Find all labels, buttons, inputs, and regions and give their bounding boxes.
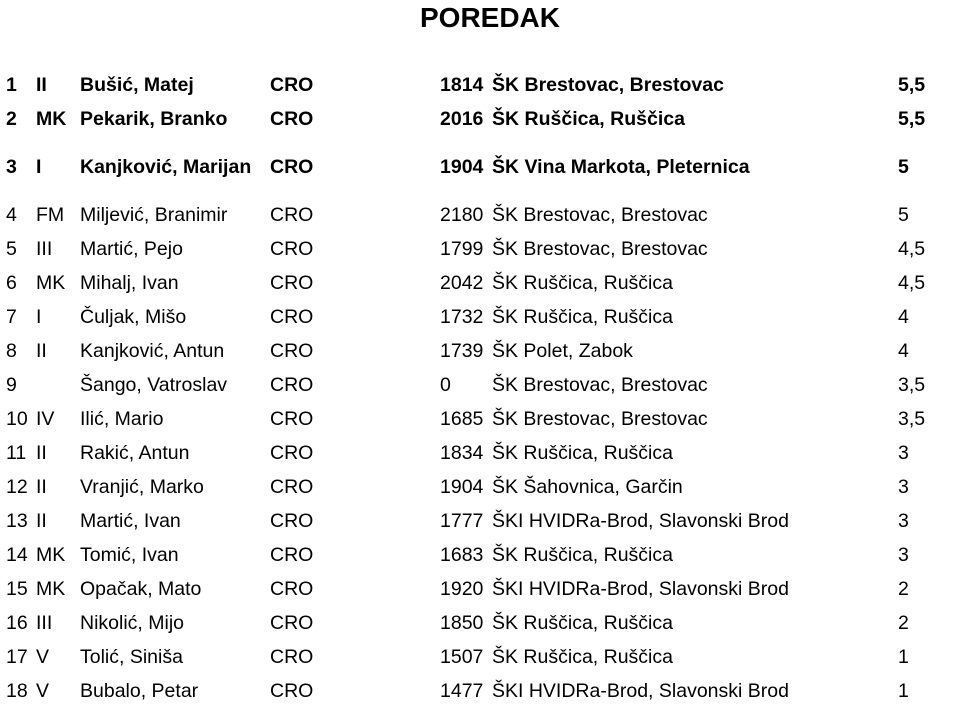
table-row <box>6 572 958 606</box>
rating-cell: 1834 <box>440 441 484 464</box>
rank-cell: 5 <box>6 237 17 260</box>
club-cell: ŠK Ruščica, Ruščica <box>492 271 673 294</box>
federation-cell: CRO <box>270 339 314 362</box>
table-row <box>6 368 958 402</box>
table-row <box>6 470 958 504</box>
club-cell: ŠKI HVIDRa-Brod, Slavonski Brod <box>492 577 789 600</box>
federation-cell: CRO <box>270 107 314 130</box>
name-cell: Kanjković, Marijan <box>80 156 252 178</box>
title-cell: I <box>36 305 42 328</box>
standings-table <box>6 68 958 708</box>
title-cell: I <box>36 155 42 178</box>
score-cell: 1 <box>898 645 909 668</box>
rating-cell: 1732 <box>440 305 484 328</box>
rank-cell: 14 <box>6 543 28 566</box>
rating-cell: 1850 <box>440 611 484 634</box>
name-cell: Kanjković, Antun <box>80 339 225 362</box>
federation-cell: CRO <box>270 611 314 634</box>
table-row <box>6 640 958 674</box>
score-cell: 3,5 <box>898 373 926 396</box>
rank-cell: 12 <box>6 475 28 498</box>
score-cell: 2 <box>898 611 909 634</box>
title-cell: II <box>36 509 47 532</box>
page-title: POREDAK <box>419 2 560 33</box>
rank-cell: 8 <box>6 339 17 362</box>
score-cell: 4,5 <box>898 237 926 260</box>
table-row <box>6 606 958 640</box>
federation-cell: CRO <box>270 475 314 498</box>
title-cell: III <box>36 611 53 634</box>
score-cell: 5 <box>898 203 909 226</box>
club-cell: ŠK Vina Markota, Pleternica <box>492 155 750 178</box>
rank-cell: 15 <box>6 577 28 600</box>
rating-cell: 1904 <box>440 475 484 498</box>
rating-cell: 1683 <box>440 543 484 566</box>
title-cell: V <box>36 645 50 668</box>
table-row <box>6 102 958 136</box>
federation-cell: CRO <box>270 271 314 294</box>
score-cell: 3,5 <box>898 407 926 430</box>
federation-cell: CRO <box>270 305 314 328</box>
club-cell: ŠKI HVIDRa-Brod, Slavonski Brod <box>492 679 789 702</box>
rank-cell: 9 <box>6 373 17 396</box>
name-cell: Ilić, Mario <box>80 407 164 430</box>
table-row <box>6 300 958 334</box>
title-cell: II <box>36 73 47 96</box>
name-cell: Opačak, Mato <box>80 577 202 600</box>
federation-cell: CRO <box>270 373 314 396</box>
rating-cell: 2180 <box>440 203 484 226</box>
rank-cell: 4 <box>6 203 17 226</box>
federation-cell: CRO <box>270 645 314 668</box>
rank-cell: 6 <box>6 271 17 294</box>
title-cell: FM <box>36 203 65 226</box>
rating-cell: 1920 <box>440 577 484 600</box>
table-row <box>6 504 958 538</box>
title-cell: II <box>36 441 47 464</box>
name-cell: Vranjić, Marko <box>80 475 204 498</box>
rating-cell: 2042 <box>440 271 484 294</box>
name-cell: Čuljak, Mišo <box>80 305 187 328</box>
rank-cell: 3 <box>6 155 17 178</box>
score-cell: 4 <box>898 305 909 328</box>
score-cell: 3 <box>898 543 909 566</box>
title-cell: II <box>36 339 47 362</box>
title-cell <box>36 368 80 402</box>
table-row <box>6 232 958 266</box>
standings-body <box>6 68 958 708</box>
federation-cell: CRO <box>270 237 314 260</box>
club-cell: ŠK Brestovac, Brestovac <box>492 237 708 260</box>
club-cell: ŠK Ruščica, Ruščica <box>492 305 673 328</box>
federation-cell: CRO <box>270 407 314 430</box>
score-cell: 5,5 <box>898 107 926 130</box>
rank-cell: 13 <box>6 509 28 532</box>
federation-cell: CRO <box>270 679 314 702</box>
name-cell: Mihalj, Ivan <box>80 271 179 294</box>
title-cell: V <box>36 679 50 702</box>
rating-cell: 1814 <box>440 73 484 96</box>
score-cell: 3 <box>898 441 909 464</box>
club-cell: ŠK Brestovac, Brestovac <box>492 73 724 96</box>
rating-cell: 0 <box>440 373 451 396</box>
name-cell: Bubalo, Petar <box>80 679 199 702</box>
club-cell: ŠK Ruščica, Ruščica <box>492 543 673 566</box>
title-cell: II <box>36 475 47 498</box>
club-cell: ŠK Ruščica, Ruščica <box>492 441 673 464</box>
title-cell: MK <box>36 543 66 566</box>
score-cell: 4 <box>898 339 909 362</box>
name-cell: Martić, Ivan <box>80 509 181 532</box>
federation-cell: CRO <box>270 441 314 464</box>
table-row <box>6 538 958 572</box>
title-cell: MK <box>36 107 67 130</box>
federation-cell: CRO <box>270 155 314 178</box>
rating-cell: 1904 <box>440 155 484 178</box>
rating-cell: 1477 <box>440 679 484 702</box>
table-row <box>6 136 958 198</box>
rating-cell: 1685 <box>440 407 484 430</box>
rank-cell: 11 <box>6 441 27 464</box>
club-cell: ŠKI HVIDRa-Brod, Slavonski Brod <box>492 509 789 532</box>
table-row <box>6 436 958 470</box>
federation-cell: CRO <box>270 509 314 532</box>
table-row <box>6 334 958 368</box>
name-cell: Tolić, Siniša <box>80 645 183 668</box>
title-cell: IV <box>36 407 55 430</box>
score-cell: 5,5 <box>898 73 926 96</box>
rating-cell: 1507 <box>440 645 484 668</box>
table-row <box>6 402 958 436</box>
table-row <box>6 198 958 232</box>
score-cell: 2 <box>898 577 909 600</box>
club-cell: ŠK Ruščica, Ruščica <box>492 645 673 668</box>
federation-cell: CRO <box>270 543 314 566</box>
score-cell: 3 <box>898 509 909 532</box>
name-cell: Rakić, Antun <box>80 441 190 464</box>
name-cell: Miljević, Branimir <box>80 203 228 226</box>
table-row <box>6 68 958 102</box>
score-cell: 1 <box>898 679 909 702</box>
title-cell: MK <box>36 577 66 600</box>
title-cell: MK <box>36 271 66 294</box>
table-row <box>6 674 958 708</box>
name-cell: Martić, Pejo <box>80 237 183 260</box>
rating-cell: 1799 <box>440 237 484 260</box>
rank-cell: 1 <box>6 73 17 96</box>
rank-cell: 17 <box>6 645 28 668</box>
club-cell: ŠK Ruščica, Ruščica <box>492 611 673 634</box>
rank-cell: 2 <box>6 107 17 130</box>
name-cell: Pekarik, Branko <box>80 107 228 130</box>
score-cell: 4,5 <box>898 271 926 294</box>
rank-cell: 16 <box>6 611 28 634</box>
score-cell: 5 <box>898 155 909 178</box>
club-cell: ŠK Šahovnica, Garčin <box>492 475 683 498</box>
rank-cell: 18 <box>6 679 28 702</box>
rating-cell: 2016 <box>440 107 484 130</box>
club-cell: ŠK Polet, Zabok <box>492 339 633 362</box>
name-cell: Tomić, Ivan <box>80 543 179 566</box>
federation-cell: CRO <box>270 73 314 96</box>
club-cell: ŠK Ruščica, Ruščica <box>492 107 685 130</box>
rating-cell: 1777 <box>440 509 484 532</box>
name-cell: Šango, Vatroslav <box>80 373 228 396</box>
title-cell: III <box>36 237 53 260</box>
rank-cell: 7 <box>6 305 17 328</box>
rating-cell: 1739 <box>440 339 484 362</box>
federation-cell: CRO <box>270 203 314 226</box>
name-cell: Nikolić, Mijo <box>80 611 185 634</box>
score-cell: 3 <box>898 475 909 498</box>
club-cell: ŠK Brestovac, Brestovac <box>492 373 708 396</box>
club-cell: ŠK Brestovac, Brestovac <box>492 203 708 226</box>
name-cell: Bušić, Matej <box>80 73 194 96</box>
rank-cell: 10 <box>6 407 28 430</box>
table-row <box>6 266 958 300</box>
federation-cell: CRO <box>270 577 314 600</box>
club-cell: ŠK Brestovac, Brestovac <box>492 407 708 430</box>
